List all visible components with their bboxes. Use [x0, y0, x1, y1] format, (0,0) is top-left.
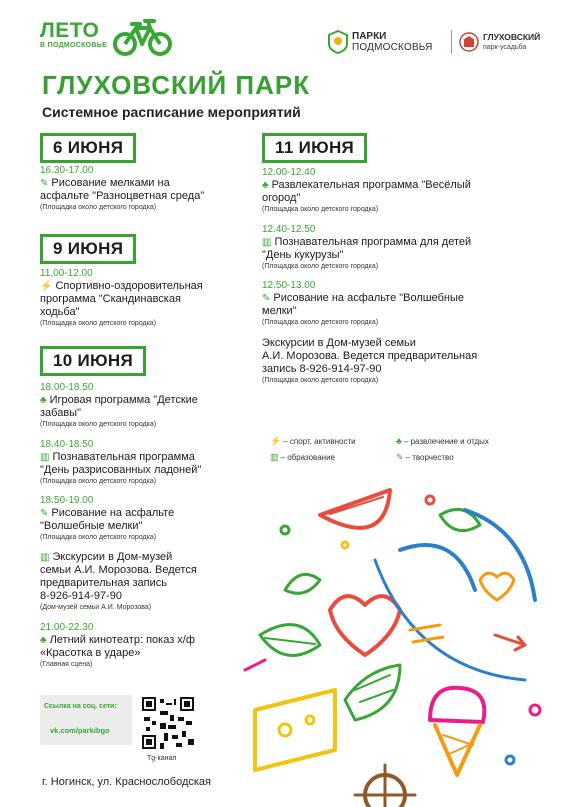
park-logo-subtext: парк-усадьба — [483, 44, 527, 51]
event-title-text: мелки" — [262, 305, 297, 317]
legend-label: – творчество — [405, 453, 454, 462]
creative-icon: ✎ — [40, 508, 49, 519]
event-place: (Площадка около детского городка) — [40, 421, 157, 428]
event-title-text: А.И. Морозова. Ведется предварительная — [262, 350, 478, 362]
event-title-line — [40, 407, 296, 420]
event-title-line — [262, 179, 552, 192]
entertainment-icon: ♣ — [396, 436, 402, 446]
qr-code-icon[interactable] — [140, 695, 196, 751]
event-place: (Главная сцена) — [40, 661, 93, 668]
event-title-line — [262, 192, 552, 205]
event-title-text: Летний кинотеатр: показ х/ф — [49, 634, 195, 646]
vk-link[interactable]: vk.com/parkibgo — [50, 726, 110, 735]
event-title-line — [262, 292, 552, 305]
entertainment-icon: ♣ — [262, 180, 269, 191]
date-header: 10 ИЮНЯ — [40, 346, 146, 376]
event-title-text: асфальте "Разноцветная среда" — [40, 190, 205, 202]
education-icon: ▥ — [40, 452, 50, 463]
creative-icon: ✎ — [40, 178, 49, 189]
event-time: 18.00-18.50 — [40, 382, 94, 393]
parks-emblem-icon — [327, 30, 349, 54]
event-title-text: предварительная запись — [40, 577, 167, 589]
event-place: (Площадка около детского городка) — [40, 204, 157, 211]
event-title-line — [262, 236, 552, 249]
event-title-line — [262, 337, 552, 350]
legend-item-sport — [270, 436, 356, 447]
education-icon: ▥ — [270, 452, 279, 462]
legend-label: – развлечение и отдых — [403, 437, 489, 446]
event-time: 12.00-12.40 — [262, 167, 316, 178]
event-title-text: Познавательная программа для детей — [274, 236, 472, 248]
event-item — [262, 337, 552, 385]
event-time: 16.30-17.00 — [40, 165, 94, 176]
legend-item-education — [270, 452, 335, 463]
entertainment-icon: ♣ — [40, 395, 47, 406]
event-time: 18.50-19.00 — [40, 495, 94, 506]
bicycle-icon — [112, 18, 174, 58]
event-title-text: Рисование на асфальте — [51, 507, 175, 519]
date-header: 6 ИЮНЯ — [40, 133, 136, 163]
event-title-text: Познавательная программа — [52, 451, 195, 463]
event-place: (Площадка около детского городка) — [40, 478, 157, 485]
legend-item-entertainment — [396, 436, 489, 447]
event-item — [262, 280, 552, 327]
event-title-line — [40, 177, 296, 190]
education-icon: ▥ — [40, 552, 50, 563]
event-title-text: огород" — [262, 192, 301, 204]
event-place: (Дом-музей семьи А.И. Морозова) — [40, 604, 152, 611]
legend-label: – спорт. активности — [283, 437, 356, 446]
event-title-text: "Волшебные мелки" — [40, 520, 143, 532]
event-title-line — [40, 293, 296, 306]
legend — [270, 433, 550, 469]
event-title-line — [262, 350, 552, 363]
parks-logo-line1: ПАРКИ — [352, 31, 387, 42]
event-title-text: Рисование на асфальте "Волшебные — [273, 292, 465, 304]
leto-logo-text: ЛЕТО — [40, 19, 100, 42]
event-title-line — [40, 306, 296, 319]
event-place: (Площадка около детского городка) — [262, 263, 379, 270]
event-place: (Площадка около детского городка) — [262, 377, 379, 384]
decorative-doodle-illustration — [225, 470, 571, 807]
leto-logo-subtext: В ПОДМОСКОВЬЕ — [40, 42, 108, 49]
event-title-text: Экскурсии в Дом-музей — [52, 551, 173, 563]
event-title-text: забавы" — [40, 407, 81, 419]
event-item — [40, 382, 296, 429]
event-title-line — [40, 451, 296, 464]
event-item — [40, 165, 296, 212]
event-item — [262, 167, 552, 214]
event-title-text: «Красотка в ударе» — [40, 647, 141, 659]
event-time: 21.00-22.30 — [40, 622, 94, 633]
event-title-text: запись 8-926-914-97-90 — [262, 363, 382, 375]
social-label: Ссылка на соц. сети: — [44, 703, 117, 710]
event-time: 11.00-12.00 — [40, 268, 93, 279]
page-subtitle: Системное расписание мероприятий — [42, 104, 301, 120]
event-time: 12.40-12.50 — [262, 224, 316, 235]
logo-divider — [451, 30, 452, 54]
creative-icon: ✎ — [262, 293, 271, 304]
telegram-label: Tg-канал — [147, 755, 177, 762]
event-place: (Площадка около детского городка) — [262, 319, 379, 326]
event-title-text: программа "Скандинавская — [40, 293, 181, 305]
page-title: ГЛУХОВСКИЙ ПАРК — [42, 70, 311, 100]
park-logo-icon — [459, 32, 479, 52]
event-title-text: Игровая программа "Детские — [49, 394, 198, 406]
event-time: 12.50-13.00 — [262, 280, 316, 291]
address: г. Ногинск, ул. Краснослободская — [42, 776, 212, 788]
legend-label: – образование — [280, 453, 335, 462]
legend-item-creative — [396, 452, 454, 463]
event-item — [262, 224, 552, 271]
event-title-line — [262, 363, 552, 376]
event-item — [40, 268, 296, 328]
event-title-line — [262, 305, 552, 318]
entertainment-icon: ♣ — [40, 635, 47, 646]
event-place: (Площадка около детского городка) — [40, 534, 157, 541]
event-place: (Площадка около детского городка) — [262, 206, 379, 213]
event-title-line — [262, 249, 552, 262]
event-title-line — [40, 280, 296, 293]
event-title-text: 8-926-914-97-90 — [40, 590, 122, 602]
sport-icon: ⚡ — [270, 436, 282, 446]
event-title-text: ходьба" — [40, 306, 80, 318]
event-title-text: Спортивно-оздоровительная — [55, 280, 203, 292]
event-title-text: семьи А.И. Морозова. Ведется — [40, 564, 197, 576]
event-time: 18.40-18.50 — [40, 439, 94, 450]
event-place: (Площадка около детского городка) — [40, 320, 157, 327]
creative-icon: ✎ — [396, 452, 404, 462]
park-logo-name: ГЛУХОВСКИЙ — [483, 32, 541, 42]
event-title-text: Развлекательная программа "Весёлый — [271, 179, 471, 191]
education-icon: ▥ — [262, 237, 272, 248]
date-header: 9 ИЮНЯ — [40, 234, 136, 264]
event-title-text: "День кукурузы" — [262, 249, 344, 261]
parks-logo-line2: ПОДМОСКОВЬЯ — [352, 42, 433, 53]
event-title-text: Рисование мелками на — [51, 177, 170, 189]
sport-icon: ⚡ — [40, 281, 53, 292]
date-header: 11 ИЮНЯ — [262, 133, 367, 163]
event-title-line — [40, 190, 296, 203]
event-title-line — [40, 394, 296, 407]
event-title-text: Экскурсии в Дом-музей семьи — [262, 337, 416, 349]
event-title-text: "День разрисованных ладоней" — [40, 464, 202, 476]
